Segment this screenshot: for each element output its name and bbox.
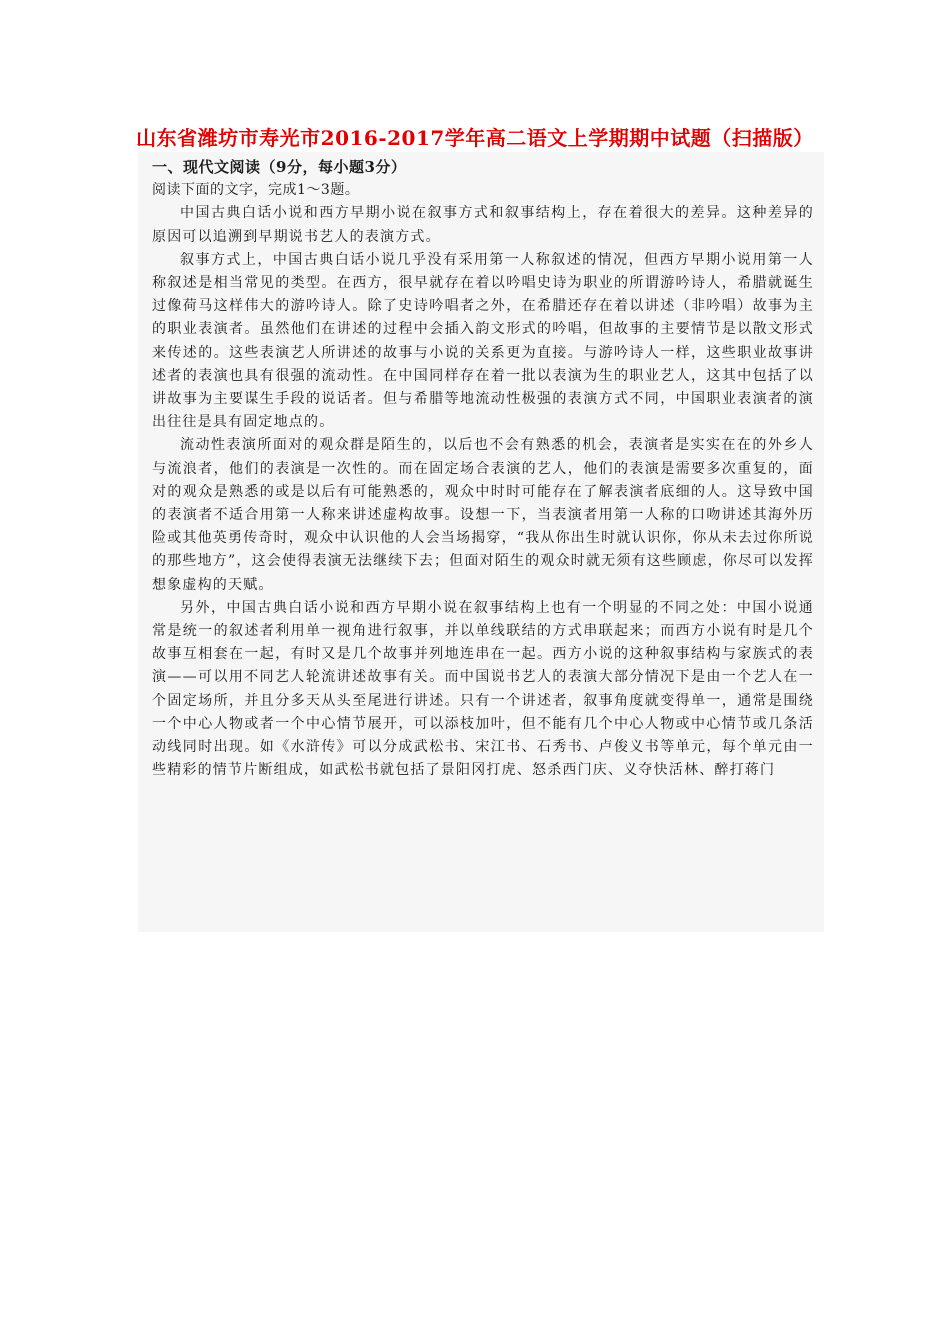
cropped-next-line [358, 920, 598, 930]
paragraph-2: 叙事方式上，中国古典白话小说几乎没有采用第一人称叙述的情况，但西方早期小说用第一人称叙述是相当常见的类型。在西方，很早就存在着以吟唱史诗为职业的所谓游吟诗人，希腊就诞生过像荷马这样伟大的游吟诗人。除了史诗吟唱者之外，在希腊还存在着以讲述（非吟唱）故事为主的职业表演者。虽然他们在讲述的过程中会插入韵文形式的吟唱，但故事的主要情节是以散文形式来传述的。这些表演艺人所讲述的故事与小说的关系更为直接。与游吟诗人一样，这些职业故事讲述者的表演也具有很强的流动性。在中国同样存在着一批以表演为生的职业艺人，这其中包括了以讲故事为主要谋生手段的说话者。但与希腊等地流动性极强的表演方式不同，中国职业表演者的演出往往是具有固定地点的。 [152, 251, 814, 431]
paragraph-1: 中国古典白话小说和西方早期小说在叙事方式和叙事结构上，存在着很大的差异。这种差异的原因可以追溯到早期说书艺人的表演方式。 [152, 205, 814, 245]
document-title: 山东省潍坊市寿光市2016-2017学年高二语文上学期期中试题（扫描版） [136, 126, 814, 150]
reading-instruction: 阅读下面的文字，完成1～3题。 [152, 182, 360, 199]
scanned-page-image [138, 152, 824, 932]
paragraph-3: 流动性表演所面对的观众群是陌生的，以后也不会有熟悉的机会，表演者是实实在在的外乡人与流浪者，他们的表演是一次性的。而在固定场合表演的艺人，他们的表演是需要多次重复的，面对的观众是熟悉的或是以后有可能熟悉的，观众中时时可能存在了解表演者底细的人。这导致中国的表演者不适合用第一人称来讲述虚构故事。设想一下，当表演者用第一人称的口吻讲述其海外历险或其他英勇传奇时，观众中认识他的人会当场揭穿，“我从你出生时就认识你，你从未去过你所说的那些地方”，这会使得表演无法继续下去；但面对陌生的观众时就无须有这些顾虑，你尽可以发挥想象虚构的天赋。 [152, 437, 814, 593]
scanned-text-block [152, 156, 814, 782]
paragraph-4: 另外，中国古典白话小说和西方早期小说在叙事结构上也有一个明显的不同之处：中国小说通常是统一的叙述者利用单一视角进行叙事，并以单线联结的方式串联起来；而西方小说有时是几个故事互相套在一起，有时又是几个故事并列地连串在一起。西方小说的这种叙事结构与家族式的表演——可以用不同艺人轮流讲述故事有关。而中国说书艺人的表演大部分情况下是由一个艺人在一个固定场所，并且分多天从头至尾进行讲述。只有一个讲述者，叙事角度就变得单一，通常是围绕一个中心人物或者一个中心情节展开，可以添枝加叶，但不能有几个中心人物或中心情节或几条活动线同时出现。如《水浒传》可以分成武松书、宋江书、石秀书、卢俊义书等单元，每个单元由一些精彩的情节片断组成，如武松书就包括了景阳冈打虎、怒杀西门庆、义夺快活林、醉打蒋门 [152, 599, 814, 779]
section-heading: 一、现代文阅读（9分，每小题3分） [152, 158, 407, 176]
